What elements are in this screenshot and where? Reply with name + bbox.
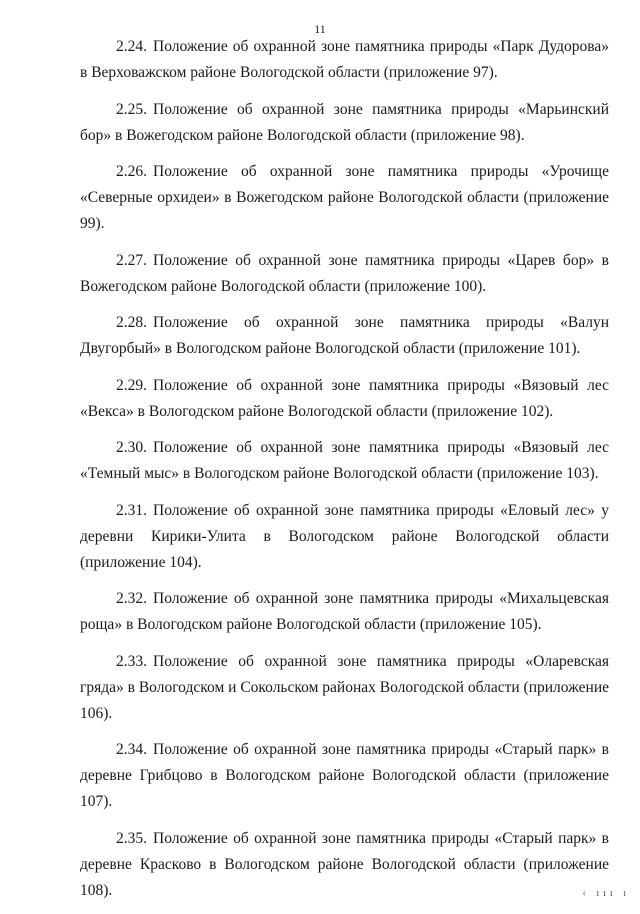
page-number: 11: [314, 22, 326, 36]
paragraph-2-25: [80, 97, 609, 149]
paragraph-number: 2.28.: [116, 314, 147, 331]
paragraph-text: Положение об охранной зоне памятника природы «Марьинский бор» в Вожегодском районе Вологодской области (приложение 98).: [80, 100, 609, 144]
paragraph-text: Положение об охранной зоне памятника природы «Михальцевская роща» в Вологодском районе Вологодской области (приложение 105).: [80, 590, 609, 633]
paragraph-text: Положение об охранной зоне памятника природы «Царев бор» в Вожегодском районе Вологодской области (приложение 100).: [80, 251, 609, 295]
paragraph-text: Положение об охранной зоне памятника природы «Вязовый лес «Темный мыс» в Вологодском районе Вологодской области (приложение 103).: [80, 439, 609, 482]
paragraph-number: 2.33.: [116, 652, 147, 670]
paragraph-text: Положение об охранной зоне памятника природы «Урочище «Северные орхидеи» в Вожегодском районе Вологодской области (приложение 99).: [80, 163, 609, 232]
paragraph-text: Положение об охранной зоне памятника природы «Старый парк» в деревне Грибцово в Вологодском районе Вологодской области (приложение 107).: [80, 741, 609, 810]
paragraph-text: Положение об охранной зоне памятника природы «Старый парк» в деревне Красково в Вологодском районе Вологодской области (приложение 108).: [80, 829, 609, 899]
paragraph-2-32: [80, 586, 609, 638]
paragraph-number: 2.24.: [116, 38, 147, 55]
paragraph-text: Положение об охранной зоне памятника природы «Еловый лес» у деревни Кирики-Улита в Вологодском районе Вологодской области (приложение 104).: [80, 501, 609, 571]
paragraph-text: Положение об охранной зоне памятника природы «Оларевская гряда» в Вологодском и Сокольском районах Вологодской области (приложение 106).: [80, 652, 609, 722]
paragraph-text: Положение об охранной зоне памятника природы «Парк Дудорова» в Верховажском районе Вологодской области (приложение 97).: [80, 38, 609, 81]
paragraph-2-26: [80, 159, 609, 237]
scan-artifact-marks: ‹ ııı ı: [582, 888, 630, 899]
paragraph-number: 2.26.: [116, 163, 147, 180]
paragraph-number: 2.25.: [116, 100, 147, 118]
paragraph-text: Положение об охранной зоне памятника природы «Вязовый лес «Векса» в Вологодском районе Вологодской области (приложение 102).: [80, 376, 609, 420]
paragraph-2-34: [80, 737, 609, 815]
paragraph-number: 2.32.: [116, 590, 147, 607]
paragraph-number: 2.29.: [116, 376, 147, 394]
paragraph-2-27: [80, 248, 609, 300]
paragraph-2-24: [80, 34, 609, 86]
paragraph-2-29: [80, 373, 609, 425]
paragraph-2-30: [80, 435, 609, 487]
paragraph-number: 2.27.: [116, 251, 147, 269]
paragraph-text: Положение об охранной зоне памятника природы «Валун Двугорбый» в Вологодском районе Вологодской области (приложение 101).: [80, 314, 609, 357]
paragraph-2-28: [80, 310, 609, 362]
paragraph-number: 2.30.: [116, 439, 147, 456]
paragraph-2-35: [80, 826, 609, 904]
paragraph-number: 2.34.: [116, 741, 147, 758]
paragraph-number: 2.31.: [116, 501, 147, 519]
paragraph-2-31: [80, 498, 609, 576]
paragraph-number: 2.35.: [116, 829, 147, 847]
document-body: [80, 34, 609, 914]
paragraph-2-33: [80, 649, 609, 727]
